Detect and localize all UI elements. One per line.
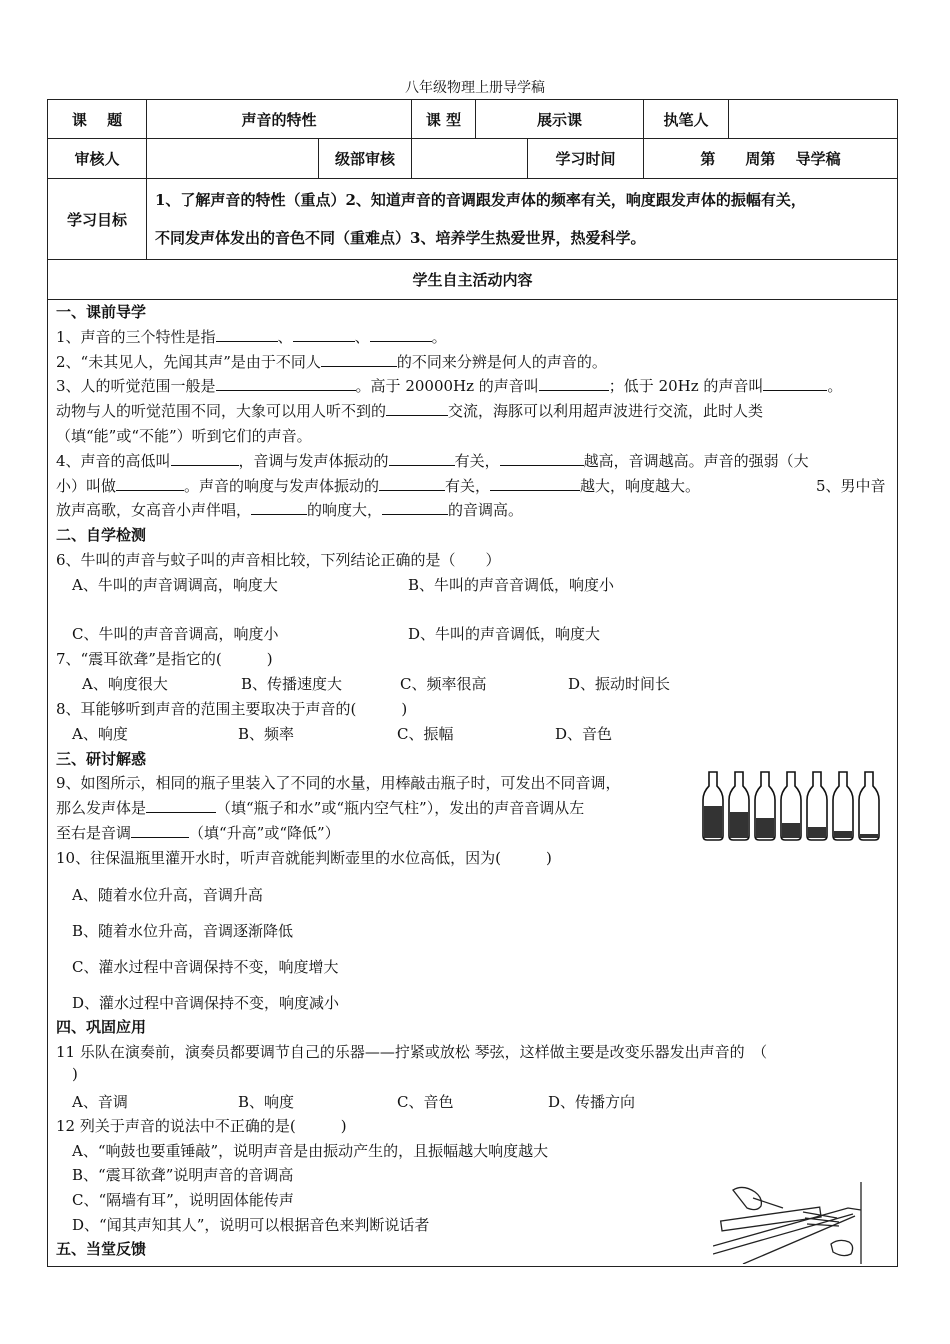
q11-option-d: D、传播方向 — [548, 1093, 636, 1111]
section-1-title: 一、课前导学 — [56, 303, 147, 321]
label-study-time: 学习时间 — [528, 139, 644, 179]
q1-text: 1、声音的三个特性是指 — [56, 328, 216, 346]
section-2-title: 二、自学检测 — [56, 526, 147, 544]
q6-option-c: C、牛叫的声音音调高，响度小 — [72, 625, 279, 643]
question-9-end — [56, 822, 340, 843]
blank[interactable] — [293, 327, 355, 342]
q4-text: 有关， — [454, 452, 500, 470]
q1-sep: 、 — [354, 328, 370, 346]
question-3 — [56, 375, 842, 396]
q11-option-b: B、响度 — [238, 1093, 295, 1111]
section-4-title: 四、巩固应用 — [56, 1018, 147, 1036]
blank[interactable] — [500, 451, 584, 466]
q4-text: 4、声音的高低叫 — [56, 452, 171, 470]
blank[interactable] — [216, 327, 278, 342]
q5-text: 的音调高。 — [448, 501, 524, 519]
q3-text: 交流，海豚可以利用超声波进行交流，此时人类 — [448, 402, 764, 420]
q7-option-b: B、传播速度大 — [241, 675, 343, 693]
q3-text: ；低于 20Hz 的声音叫 — [608, 377, 764, 395]
q9-text: 至右是音调 — [56, 824, 132, 842]
section-3-title: 三、研讨解惑 — [56, 750, 147, 768]
value-reviewer — [147, 139, 319, 179]
page-title: 八年级物理上册导学稿 — [405, 80, 545, 96]
q4-text: ，音调与发声体振动的 — [238, 452, 389, 470]
blank[interactable] — [389, 451, 455, 466]
question-5: 5、男中音 — [816, 477, 886, 495]
q6-option-d: D、牛叫的声音调低，响度大 — [408, 625, 601, 643]
question-12: 12 列关于声音的说法中不正确的是( ) — [56, 1117, 347, 1135]
q4-text: 越高，音调越高。声音的强弱（大 — [583, 452, 809, 470]
q12-option-c: C、“隔墙有耳”，说明固体能传声 — [72, 1191, 294, 1209]
blank[interactable] — [370, 327, 432, 342]
value-study-time: 第 周第 导学稿 — [644, 139, 898, 179]
q3-text: 3、人的听觉范围一般是 — [56, 377, 216, 395]
q10-option-a: A、随着水位升高，音调升高 — [72, 886, 263, 904]
q3-end: 。 — [827, 377, 843, 395]
q7-option-a: A、响度很大 — [82, 675, 168, 693]
bottles-figure — [701, 770, 887, 842]
q6-option-a: A、牛叫的声音调调高，响度大 — [72, 576, 278, 594]
ruler-on-table-figure — [713, 1180, 863, 1264]
q1-sep: 、 — [277, 328, 293, 346]
question-9: 9、如图所示，相同的瓶子里装入了不同的水量，用棒敲击瓶子时，可发出不同音调， — [56, 774, 621, 792]
blank[interactable] — [216, 376, 356, 391]
q4-text: 越大，响度越大。 — [580, 477, 701, 495]
question-4-cont — [56, 475, 700, 496]
q6-option-b: B、牛叫的声音音调低，响度小 — [408, 576, 615, 594]
q1-end: 。 — [431, 328, 447, 346]
blank[interactable] — [379, 476, 445, 491]
q3-text: 。高于 20000Hz 的声音叫 — [355, 377, 539, 395]
q4-text: 小）叫做 — [56, 477, 117, 495]
q5-text: 的响度大， — [307, 501, 383, 519]
activity-content — [47, 298, 898, 1267]
q8-option-a: A、响度 — [72, 725, 128, 743]
value-dept-review — [412, 139, 528, 179]
header-table — [47, 99, 898, 300]
value-topic: 声音的特性 — [147, 100, 412, 139]
q11-option-a: A、音调 — [72, 1093, 128, 1111]
question-9-cont — [56, 797, 584, 818]
q2-text-end: 的不同来分辨是何人的声音的。 — [396, 353, 607, 371]
q12-option-d: D、“闻其声知其人”，说明可以根据音色来判断说话者 — [72, 1216, 430, 1234]
q4-text: 有关， — [445, 477, 491, 495]
blank[interactable] — [386, 401, 448, 416]
value-author — [729, 100, 898, 139]
question-2 — [56, 351, 607, 372]
question-8: 8、耳能够听到声音的范围主要取决于声音的( ) — [56, 700, 408, 718]
label-author: 执笔人 — [644, 100, 729, 139]
label-topic: 课 题 — [48, 100, 147, 139]
label-type: 课 型 — [412, 100, 476, 139]
q7-option-d: D、振动时间长 — [568, 675, 671, 693]
q9-text: （填“瓶子和水”或“瓶内空气柱”），发出的声音音调从左 — [216, 799, 585, 817]
question-10: 10、往保温瓶里灌开水时，听声音就能判断壶里的水位高低，因为( ) — [56, 849, 552, 867]
blank[interactable] — [146, 798, 216, 813]
q8-option-c: C、振幅 — [397, 725, 454, 743]
q12-option-b: B、“震耳欲聋”说明声音的音调高 — [72, 1166, 294, 1184]
question-3-end: （填“能”或“不能”）听到它们的声音。 — [56, 427, 312, 445]
goals-line-2: 不同发声体发出的音色不同（重难点）3、培养学生热爱世界，热爱科学。 — [155, 229, 646, 247]
label-goals: 学习目标 — [48, 179, 147, 260]
value-type: 展示课 — [476, 100, 644, 139]
blank[interactable] — [382, 500, 448, 515]
question-4 — [56, 450, 809, 471]
question-7: 7、“震耳欲聋”是指它的( ) — [56, 650, 273, 668]
blank[interactable] — [116, 476, 184, 491]
label-dept-review: 级部审核 — [319, 139, 412, 179]
label-reviewer: 审核人 — [48, 139, 147, 179]
question-11: 11 乐队在演奏前，演奏员都要调节自己的乐器——拧紧或放松 琴弦，这样做主要是改变乐器发出声音的 （ — [56, 1043, 768, 1061]
q8-option-b: B、频率 — [238, 725, 295, 743]
blank[interactable] — [490, 476, 580, 491]
section-heading: 学生自主活动内容 — [48, 260, 898, 300]
question-3-cont — [56, 400, 763, 421]
blank[interactable] — [171, 451, 239, 466]
q10-option-b: B、随着水位升高，音调逐渐降低 — [72, 922, 294, 940]
q9-text: （填“升高”或“降低”） — [189, 824, 340, 842]
q3-text: 动物与人的听觉范围不同，大象可以用人听不到的 — [56, 402, 387, 420]
blank[interactable] — [251, 500, 307, 515]
blank[interactable] — [763, 376, 827, 391]
section-5-title: 五、当堂反馈 — [56, 1240, 147, 1258]
q7-option-c: C、频率很高 — [400, 675, 487, 693]
blank[interactable] — [131, 823, 189, 838]
blank[interactable] — [539, 376, 609, 391]
goals-line-1: 1、了解声音的特性（重点）2、知道声音的音调跟发声体的频率有关，响度跟发声体的振幅有关， — [155, 191, 806, 209]
question-11-end: ) — [72, 1065, 78, 1083]
q8-option-d: D、音色 — [555, 725, 613, 743]
question-1 — [56, 326, 447, 347]
q9-text: 那么发声体是 — [56, 799, 147, 817]
question-6: 6、牛叫的声音与蚊子叫的声音相比较，下列结论正确的是（ ） — [56, 551, 501, 569]
goals-text — [147, 179, 898, 260]
q10-option-d: D、灌水过程中音调保持不变，响度减小 — [72, 994, 340, 1012]
q5-text: 放声高歌，女高音小声伴唱， — [56, 501, 252, 519]
q12-option-a: A、“响鼓也要重锤敲”，说明声音是由振动产生的，且振幅越大响度越大 — [72, 1142, 549, 1160]
q2-text: 2、“未其见人，先闻其声”是由于不同人 — [56, 353, 321, 371]
q4-text: 。声音的响度与发声体振动的 — [184, 477, 380, 495]
q11-option-c: C、音色 — [397, 1093, 454, 1111]
q10-option-c: C、灌水过程中音调保持不变，响度增大 — [72, 958, 339, 976]
blank[interactable] — [321, 352, 397, 367]
question-5-cont — [56, 499, 523, 520]
